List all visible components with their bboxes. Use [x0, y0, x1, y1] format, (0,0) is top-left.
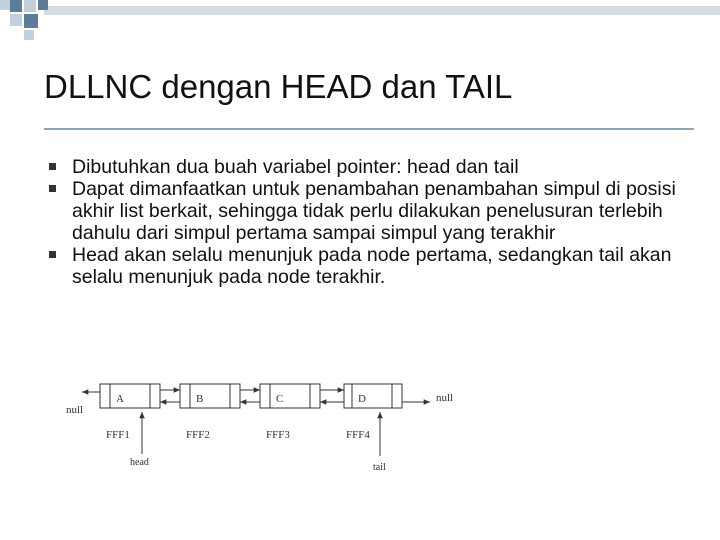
head-label: head: [130, 457, 149, 468]
node-address: FFF1: [106, 429, 130, 441]
node-value: C: [276, 393, 284, 405]
title-underline: [44, 128, 694, 130]
bullet-square-icon: [49, 251, 56, 258]
bullet-text: Dapat dimanfaatkan untuk penambahan penambahan simpul di posisi akhir list berkait, sehingga tidak perlu dilakukan penelusuran terlebih dahulu dari simpul pertama sampai simpul yang terakhir: [72, 178, 676, 244]
bullet-item: [48, 156, 698, 178]
bullet-item: [48, 244, 698, 288]
node-address: FFF2: [186, 429, 210, 441]
node-value: D: [358, 393, 366, 405]
node-value: A: [116, 393, 124, 405]
linked-list-diagram: [60, 372, 480, 482]
list-node: [260, 384, 320, 441]
bullet-text: Dibutuhkan dua buah variabel pointer: head dan tail: [72, 156, 519, 178]
bullet-list: [48, 156, 698, 288]
bullet-square-icon: [49, 185, 56, 192]
list-node: [100, 384, 160, 441]
header-decoration: [0, 0, 720, 48]
null-left-label: null: [66, 404, 84, 416]
node-address: FFF3: [266, 429, 290, 441]
null-right-label: null: [436, 392, 454, 404]
slide-title: DLLNC dengan HEAD dan TAIL: [44, 68, 513, 105]
node-address: FFF4: [346, 429, 370, 441]
tail-label: tail: [373, 462, 386, 473]
list-node: [344, 384, 402, 441]
node-value: B: [196, 393, 204, 405]
bullet-text: Head akan selalu menunjuk pada node pertama, sedangkan tail akan selalu menunjuk pada node terakhir.: [72, 244, 672, 288]
bullet-item: [48, 178, 698, 244]
list-node: [180, 384, 240, 441]
bullet-square-icon: [49, 163, 56, 170]
